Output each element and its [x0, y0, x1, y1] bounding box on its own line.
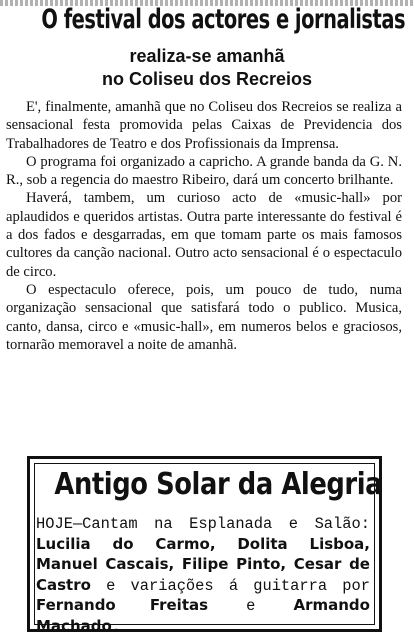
advertisement-text — [36, 515, 370, 637]
subheadline-line-2: no Coliseu dos Recreios — [101, 69, 313, 89]
article-paragraph: O programa foi organizado a capricho. A grande banda da G. N. R., sob a regencia do maestro Ribeiro, dará um concerto brilhante. — [6, 153, 402, 189]
ad-middle: e variações á guitarra por — [90, 576, 370, 595]
article-body — [6, 98, 402, 354]
ad-singers: Lucilia do Carmo, Dolita Lisboa, Manuel Cascais, Filipe Pinto, Cesar de Castro — [36, 534, 370, 594]
ad-intro: HOJE—Cantam na Esplanada e Salão: — [36, 515, 370, 533]
headline: O festival dos actores e jornalistas — [41, 4, 406, 35]
ad-guitarist-2: Armando Machado — [36, 596, 370, 635]
article-paragraph: E', finalmente, amanhã que no Coliseu dos Recreios se realiza a sensacional festa promovida pelas Caixas de Previdencia dos Trabalhadores de Teatro e dos Profissionais da Imprensa. — [6, 99, 402, 152]
article-paragraph: O espectaculo oferece, pois, um pouco de tudo, numa organização sensacional que satisfará todo o publico. Musica, canto, dansa, circo e «music-hall», em numeros belos e graciosos, tornarão memoravel a noite de amanhã. — [6, 281, 402, 353]
advertisement-title: Antigo Solar da Alegria — [54, 467, 383, 502]
ad-end: . — [111, 617, 122, 636]
article-paragraph: Haverá, tambem, um curioso acto de «music-hall» por aplaudidos e queridos artistas. Outra parte interessante do festival é a dos fados e desgarradas, em que tomam parte os mais famosos cultores da canção nacional. Outro acto sensacional é o espectaculo de circo. — [6, 190, 402, 280]
ad-guitarist-1: Fernando Freitas — [36, 596, 209, 614]
ad-conjunction: e — [208, 597, 294, 615]
subheadline-line-1: realiza-se amanhã — [129, 46, 285, 66]
advertisement-box — [27, 456, 383, 636]
